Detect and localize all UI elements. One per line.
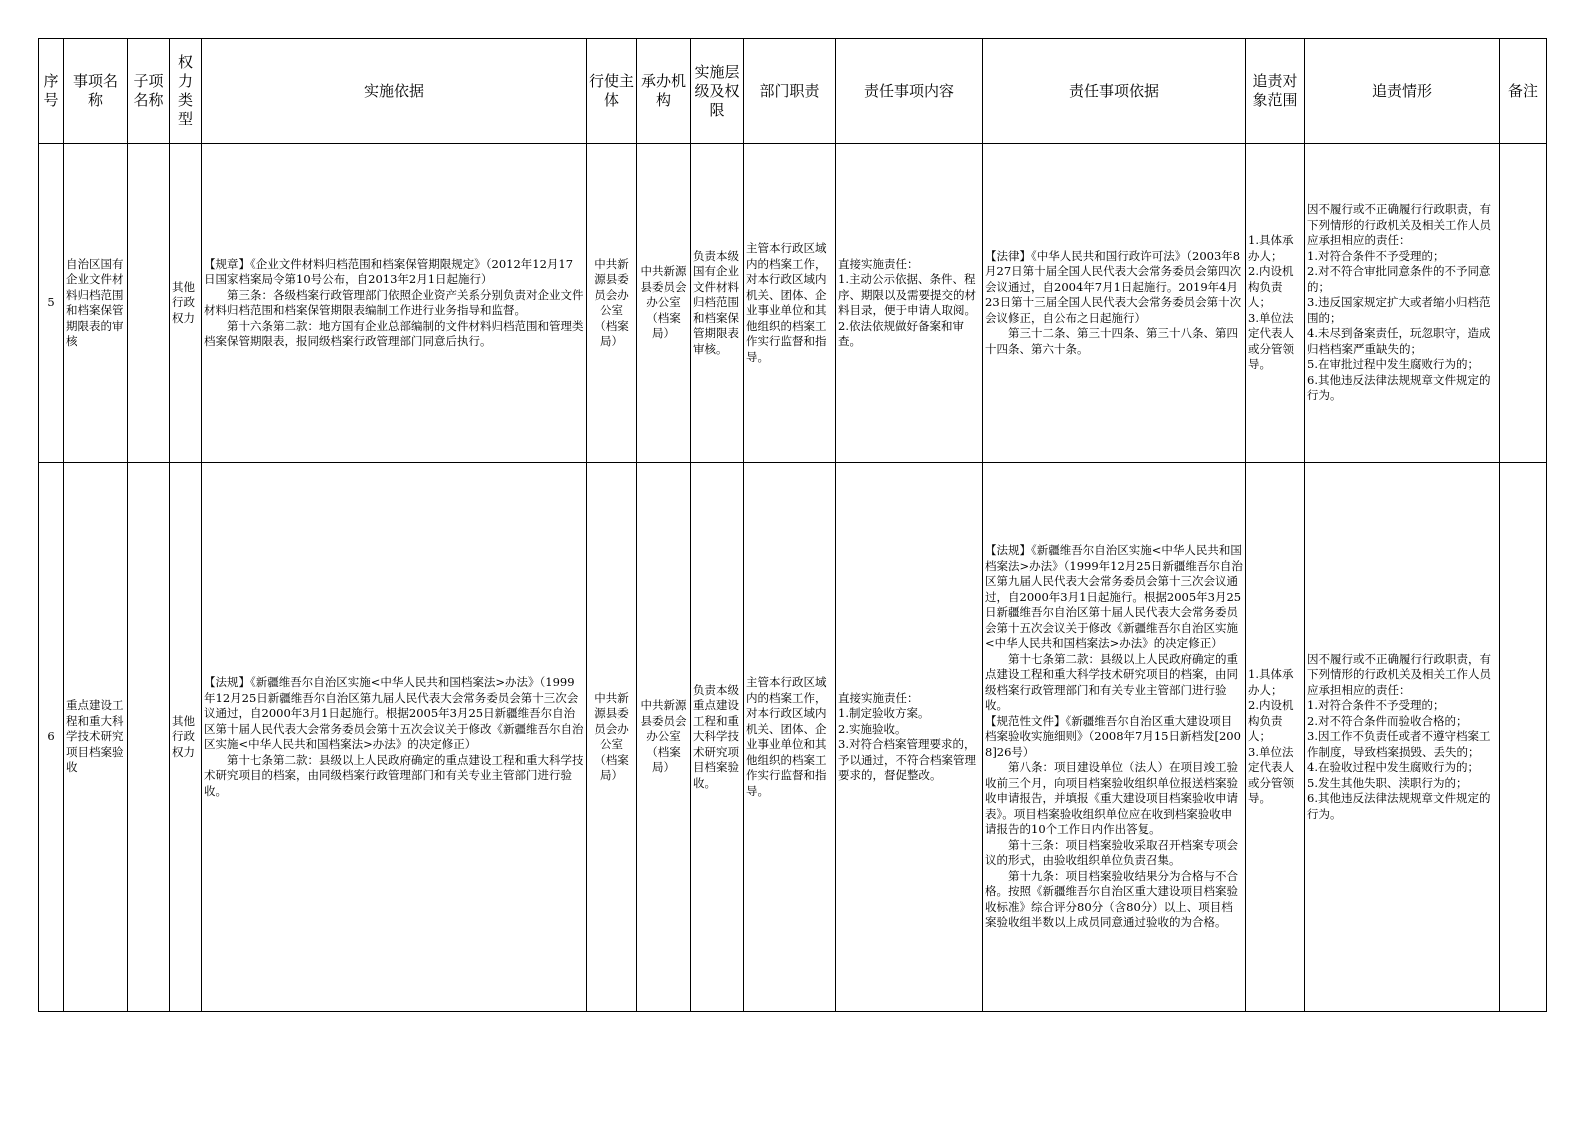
- cell-sub-item: [128, 144, 170, 463]
- header-row: [39, 39, 1547, 144]
- header-basis: 实施依据: [202, 39, 587, 144]
- situation-line: 2.对不符合审批同意条件的不予同意的；: [1307, 264, 1491, 294]
- resp-content-line: 2.实施验收。: [838, 721, 907, 736]
- power-list-table: [38, 38, 1547, 1012]
- cell-level: 负责本级重点建设工程和重大科学技术研究项目档案验收。: [691, 463, 744, 1012]
- header-item-name: 事项名称: [64, 39, 128, 144]
- scope-line: 3.单位法定代表人或分管领导。: [1248, 310, 1294, 372]
- situation-line: 2.对不符合条件而验收合格的；: [1307, 713, 1468, 728]
- cell-situation: [1305, 144, 1500, 463]
- resp-basis-line: 第十九条：项目档案验收结果分为合格与不合格。按照《新疆维吾尔自治区重大建设项目档案验收标准》综合评分80分（含80分）以上、项目档案验收组半数以上成员同意通过验收的为合格。: [985, 868, 1238, 930]
- basis-line: 【法规】《新疆维吾尔自治区实施<中华人民共和国档案法>办法》（1999年12月25日新疆维吾尔自治区第九届人民代表大会常务委员会第十三次会议通过，自2000年3月1日起施行。根据2005年3月25日新疆维吾尔自治区第十届人民代表大会常务委员会第十五次会议关于修改《新疆维吾尔自治区实施<中华人民共和国档案法>办法》的决定修正）: [204, 675, 584, 751]
- cell-resp-content: [836, 144, 983, 463]
- situation-line: 4.在验收过程中发生腐败行为的；: [1307, 760, 1479, 775]
- header-duty: 部门职责: [744, 39, 836, 144]
- header-resp-basis: 责任事项依据: [983, 39, 1246, 144]
- situation-line: 1.对符合条件不予受理的；: [1307, 698, 1445, 713]
- header-resp-content: 责任事项内容: [836, 39, 983, 144]
- header-level: 实施层级及权限: [691, 39, 744, 144]
- basis-line: 【规章】《企业文件材料归档范围和档案保管期限规定》（2012年12月17日国家档案局令第10号公布，自2013年2月1日起施行）: [204, 256, 574, 286]
- table-row: [39, 463, 1547, 1012]
- cell-agency: 中共新源县委员会办公室（档案局）: [637, 144, 691, 463]
- cell-scope: [1246, 144, 1305, 463]
- situation-line: 因不履行或不正确履行行政职责，有下列情形的行政机关及相关工作人员应承担相应的责任：: [1307, 202, 1491, 248]
- cell-duty: 主管本行政区域内的档案工作，对本行政区域内机关、团体、企业事业单位和其他组织的档案工作实行监督和指导。: [744, 463, 836, 1012]
- resp-basis-line: 【法规】《新疆维吾尔自治区实施<中华人民共和国档案法>办法》（1999年12月25日新疆维吾尔自治区第九届人民代表大会常务委员会第十三次会议通过，自2000年3月1日起施行。根据2005年3月25日新疆维吾尔自治区第十届人民代表大会常务委员会第十五次会议关于修改《新疆维吾尔自治区实施<中华人民共和国档案法>办法》的决定修正）: [985, 543, 1243, 651]
- resp-basis-line: 【规范性文件】《新疆维吾尔自治区重大建设项目档案验收实施细则》（2008年7月15日新档发[2008]26号）: [985, 713, 1241, 759]
- resp-content-line: 1.主动公示依据、条件、程序、期限以及需要提交的材料目录，便于申请人取阅。: [838, 272, 976, 317]
- header-remarks: 备注: [1500, 39, 1547, 144]
- resp-content-line: 3.对符合档案管理要求的，予以通过，不符合档案管理要求的，督促整改。: [838, 737, 976, 782]
- resp-basis-line: 第十三条：项目档案验收采取召开档案专项会议的形式，由验收组织单位负责召集。: [985, 837, 1238, 868]
- resp-basis-line: 第三十二条、第三十四条、第三十八条、第四十四条、第六十条。: [985, 326, 1238, 356]
- cell-level: 负责本级国有企业文件材料归档范围和档案保管期限表审核。: [691, 144, 744, 463]
- resp-content-line: 2.依法依规做好备案和审查。: [838, 318, 964, 348]
- table-row: [39, 144, 1547, 463]
- situation-line: 6.其他违反法律法规规章文件规定的行为。: [1307, 372, 1491, 403]
- cell-situation: [1305, 463, 1500, 1012]
- situation-line: 5.发生其他失职、渎职行为的；: [1307, 775, 1468, 790]
- situation-line: 5.在审批过程中发生腐败行为的；: [1307, 357, 1479, 372]
- cell-subject: 中共新源县委员会办公室（档案局）: [587, 144, 637, 463]
- situation-line: 1.对符合条件不予受理的；: [1307, 248, 1445, 263]
- situation-line: 3.因工作不负责任或者不遵守档案工作制度，导致档案损毁、丢失的；: [1307, 729, 1491, 759]
- basis-line: 第十六条第二款：地方国有企业总部编制的文件材料归档范围和管理类档案保管期限表，报同级档案行政管理部门同意后执行。: [204, 318, 584, 348]
- scope-line: 3.单位法定代表人或分管领导。: [1248, 744, 1294, 806]
- scope-line: 2.内设机构负责人；: [1248, 698, 1294, 744]
- resp-basis-line: 第八条：项目建设单位（法人）在项目竣工验收前三个月，向项目档案验收组织单位报送档案验收申请报告，并填报《重大建设项目档案验收申请表》。项目档案验收组织单位应在收到档案验收申请报告的10个工作日内作出答复。: [985, 760, 1238, 837]
- cell-remarks: [1500, 463, 1547, 1012]
- cell-basis: [202, 144, 587, 463]
- cell-sub-item: [128, 463, 170, 1012]
- header-subject: 行使主体: [587, 39, 637, 144]
- resp-content-line: 1.制定验收方案。: [838, 706, 930, 720]
- cell-agency: 中共新源县委员会办公室（档案局）: [637, 463, 691, 1012]
- scope-line: 2.内设机构负责人；: [1248, 264, 1294, 310]
- header-power-type: 权力类型: [170, 39, 202, 144]
- situation-line: 4.未尽到备案责任，玩忽职守，造成归档档案严重缺失的；: [1307, 326, 1491, 356]
- cell-power-type: 其他行政权力: [170, 463, 202, 1012]
- cell-seq: 5: [39, 144, 64, 463]
- cell-resp-basis: [983, 144, 1246, 463]
- header-agency: 承办机构: [637, 39, 691, 144]
- scope-line: 1.具体承办人；: [1248, 667, 1294, 697]
- resp-content-line: 直接实施责任：: [838, 256, 919, 271]
- basis-line: 第十七条第二款：县级以上人民政府确定的重点建设工程和重大科学技术研究项目的档案，由同级档案行政管理部门和有关专业主管部门进行验收。: [204, 752, 584, 798]
- header-scope: 追责对象范围: [1246, 39, 1305, 144]
- header-sub-item: 子项名称: [128, 39, 170, 144]
- cell-subject: 中共新源县委员会办公室（档案局）: [587, 463, 637, 1012]
- situation-line: 6.其他违反法律法规规章文件规定的行为。: [1307, 791, 1491, 821]
- situation-line: 因不履行或不正确履行行政职责，有下列情形的行政机关及相关工作人员应承担相应的责任：: [1307, 651, 1491, 697]
- cell-remarks: [1500, 144, 1547, 463]
- resp-basis-line: 第十七条第二款：县级以上人民政府确定的重点建设工程和重大科学技术研究项目的档案，由同级档案行政管理部门和有关专业主管部门进行验收。: [985, 651, 1238, 713]
- cell-resp-basis: [983, 463, 1246, 1012]
- resp-content-line: 直接实施责任：: [838, 690, 919, 705]
- resp-basis-line: 【法律】《中华人民共和国行政许可法》（2003年8月27日第十届全国人民代表大会常务委员会第四次会议通过，自2004年7月1日起施行。2019年4月23日第十三届全国人民代表大会常务委员会第十次会议修正，自公布之日起施行）: [985, 248, 1242, 325]
- cell-scope: [1246, 463, 1305, 1012]
- cell-seq: 6: [39, 463, 64, 1012]
- cell-resp-content: [836, 463, 983, 1012]
- header-seq: 序号: [39, 39, 64, 144]
- basis-line: 第三条：各级档案行政管理部门依照企业资产关系分别负责对企业文件材料归档范围和档案保管期限表编制工作进行业务指导和监督。: [204, 287, 584, 317]
- cell-basis: [202, 463, 587, 1012]
- cell-item-name: 自治区国有企业文件材料归档范围和档案保管期限表的审核: [64, 144, 128, 463]
- situation-line: 3.违反国家规定扩大或者缩小归档范围的；: [1307, 295, 1491, 325]
- cell-item-name: 重点建设工程和重大科学技术研究项目档案验收: [64, 463, 128, 1012]
- cell-duty: 主管本行政区域内的档案工作，对本行政区域内机关、团体、企业事业单位和其他组织的档案工作实行监督和指导。: [744, 144, 836, 463]
- header-situation: 追责情形: [1305, 39, 1500, 144]
- scope-line: 1.具体承办人；: [1248, 233, 1294, 263]
- cell-power-type: 其他行政权力: [170, 144, 202, 463]
